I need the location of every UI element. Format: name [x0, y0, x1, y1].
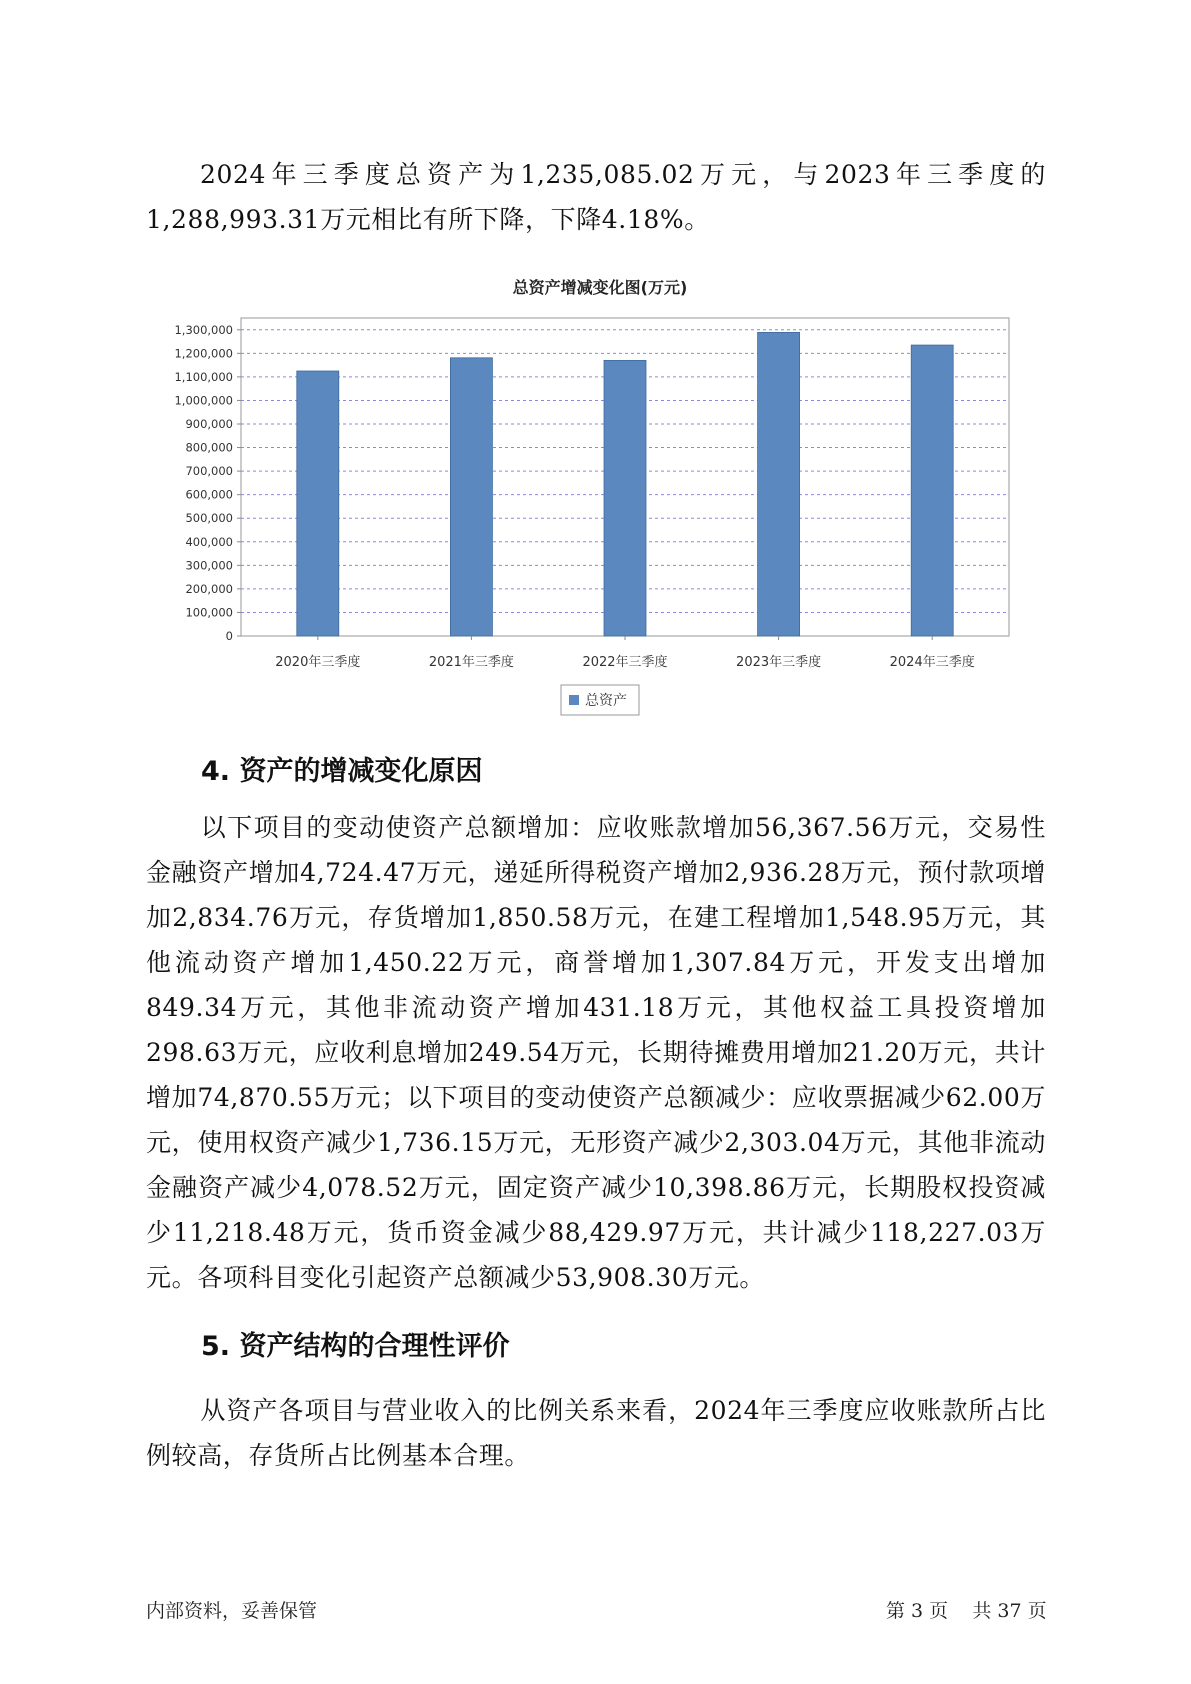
y-tick-label: 900,000 [185, 417, 233, 431]
chart-title: 总资产增减变化图(万元) [512, 278, 688, 297]
bar [758, 332, 800, 636]
section4-paragraph: 以下项目的变动使资产总额增加：应收账款增加56,367.56万元，交易性金融资产增加4,724.47万元，递延所得税资产增加2,936.28万元，预付款项增加2,834.76万元，存货增加1,850.58万元，在建工程增加1,548.95万元，其他流动资产增加1,450.22万元，商誉增加1,307.84万元，开发支出增加849.34万元，其他非流动资产增加431.18万元，其他权益工具投资增加298.63万元，应收利息增加249.54万元，长期待摊费用增加21.20万元，共计增加74,870.55万元；以下项目的变动使资产总额减少：应收票据减少62.00万元，使用权资产减少1,736.15万元，无形资产减少2,303.04万元，其他非流动金融资产减少4,078.52万元，固定资产减少10,398.86万元，长期股权投资减少11,218.48万元，货币资金减少88,429.97万元，共计减少118,227.03万元。各项科目变化引起资产总额减少53,908.30万元。 [146, 813, 1046, 1292]
intro-paragraph: 2024年三季度总资产为1,235,085.02万元，与2023年三季度的1,288,993.31万元相比有所下降，下降4.18%。 [146, 160, 1046, 234]
section5-paragraph: 从资产各项目与营业收入的比例关系来看，2024年三季度应收账款所占比例较高，存货所占比例基本合理。 [146, 1396, 1046, 1470]
y-tick-label: 0 [225, 629, 233, 643]
y-tick-label: 600,000 [185, 487, 233, 502]
y-tick-label: 100,000 [185, 605, 233, 620]
section4-heading: 4. 资产的增减变化原因 [201, 756, 483, 787]
y-tick-label: 400,000 [185, 534, 233, 549]
footer-total-pages: 共 37 页 [972, 1600, 1047, 1622]
legend-label: 总资产 [585, 693, 627, 709]
total-assets-bar-chart [0, 0, 1191, 720]
footer-confidential-note: 内部资料，妥善保管 [146, 1600, 318, 1622]
footer-page-info [886, 1596, 1047, 1623]
y-tick-label: 1,300,000 [174, 322, 233, 337]
y-tick-label: 1,100,000 [174, 369, 233, 384]
bar [604, 360, 646, 636]
y-tick-label: 500,000 [185, 511, 233, 526]
x-tick-label: 2023年三季度 [736, 655, 822, 670]
y-tick-label: 800,000 [185, 440, 233, 455]
x-tick-label: 2024年三季度 [889, 655, 975, 670]
y-tick-label: 1,000,000 [174, 393, 233, 408]
section5-heading: 5. 资产结构的合理性评价 [201, 1331, 510, 1362]
y-tick-label: 700,000 [185, 464, 233, 479]
x-tick-label: 2021年三季度 [428, 655, 514, 670]
bar [450, 358, 492, 636]
y-tick-label: 300,000 [185, 558, 233, 573]
bar [911, 345, 953, 636]
x-tick-label: 2022年三季度 [582, 655, 668, 670]
x-tick-label: 2020年三季度 [275, 655, 361, 670]
footer-page-number: 第 3 页 [886, 1600, 949, 1622]
bar [297, 371, 339, 636]
y-tick-label: 200,000 [185, 581, 233, 596]
y-tick-label: 1,200,000 [174, 346, 233, 361]
legend-swatch [569, 695, 579, 705]
